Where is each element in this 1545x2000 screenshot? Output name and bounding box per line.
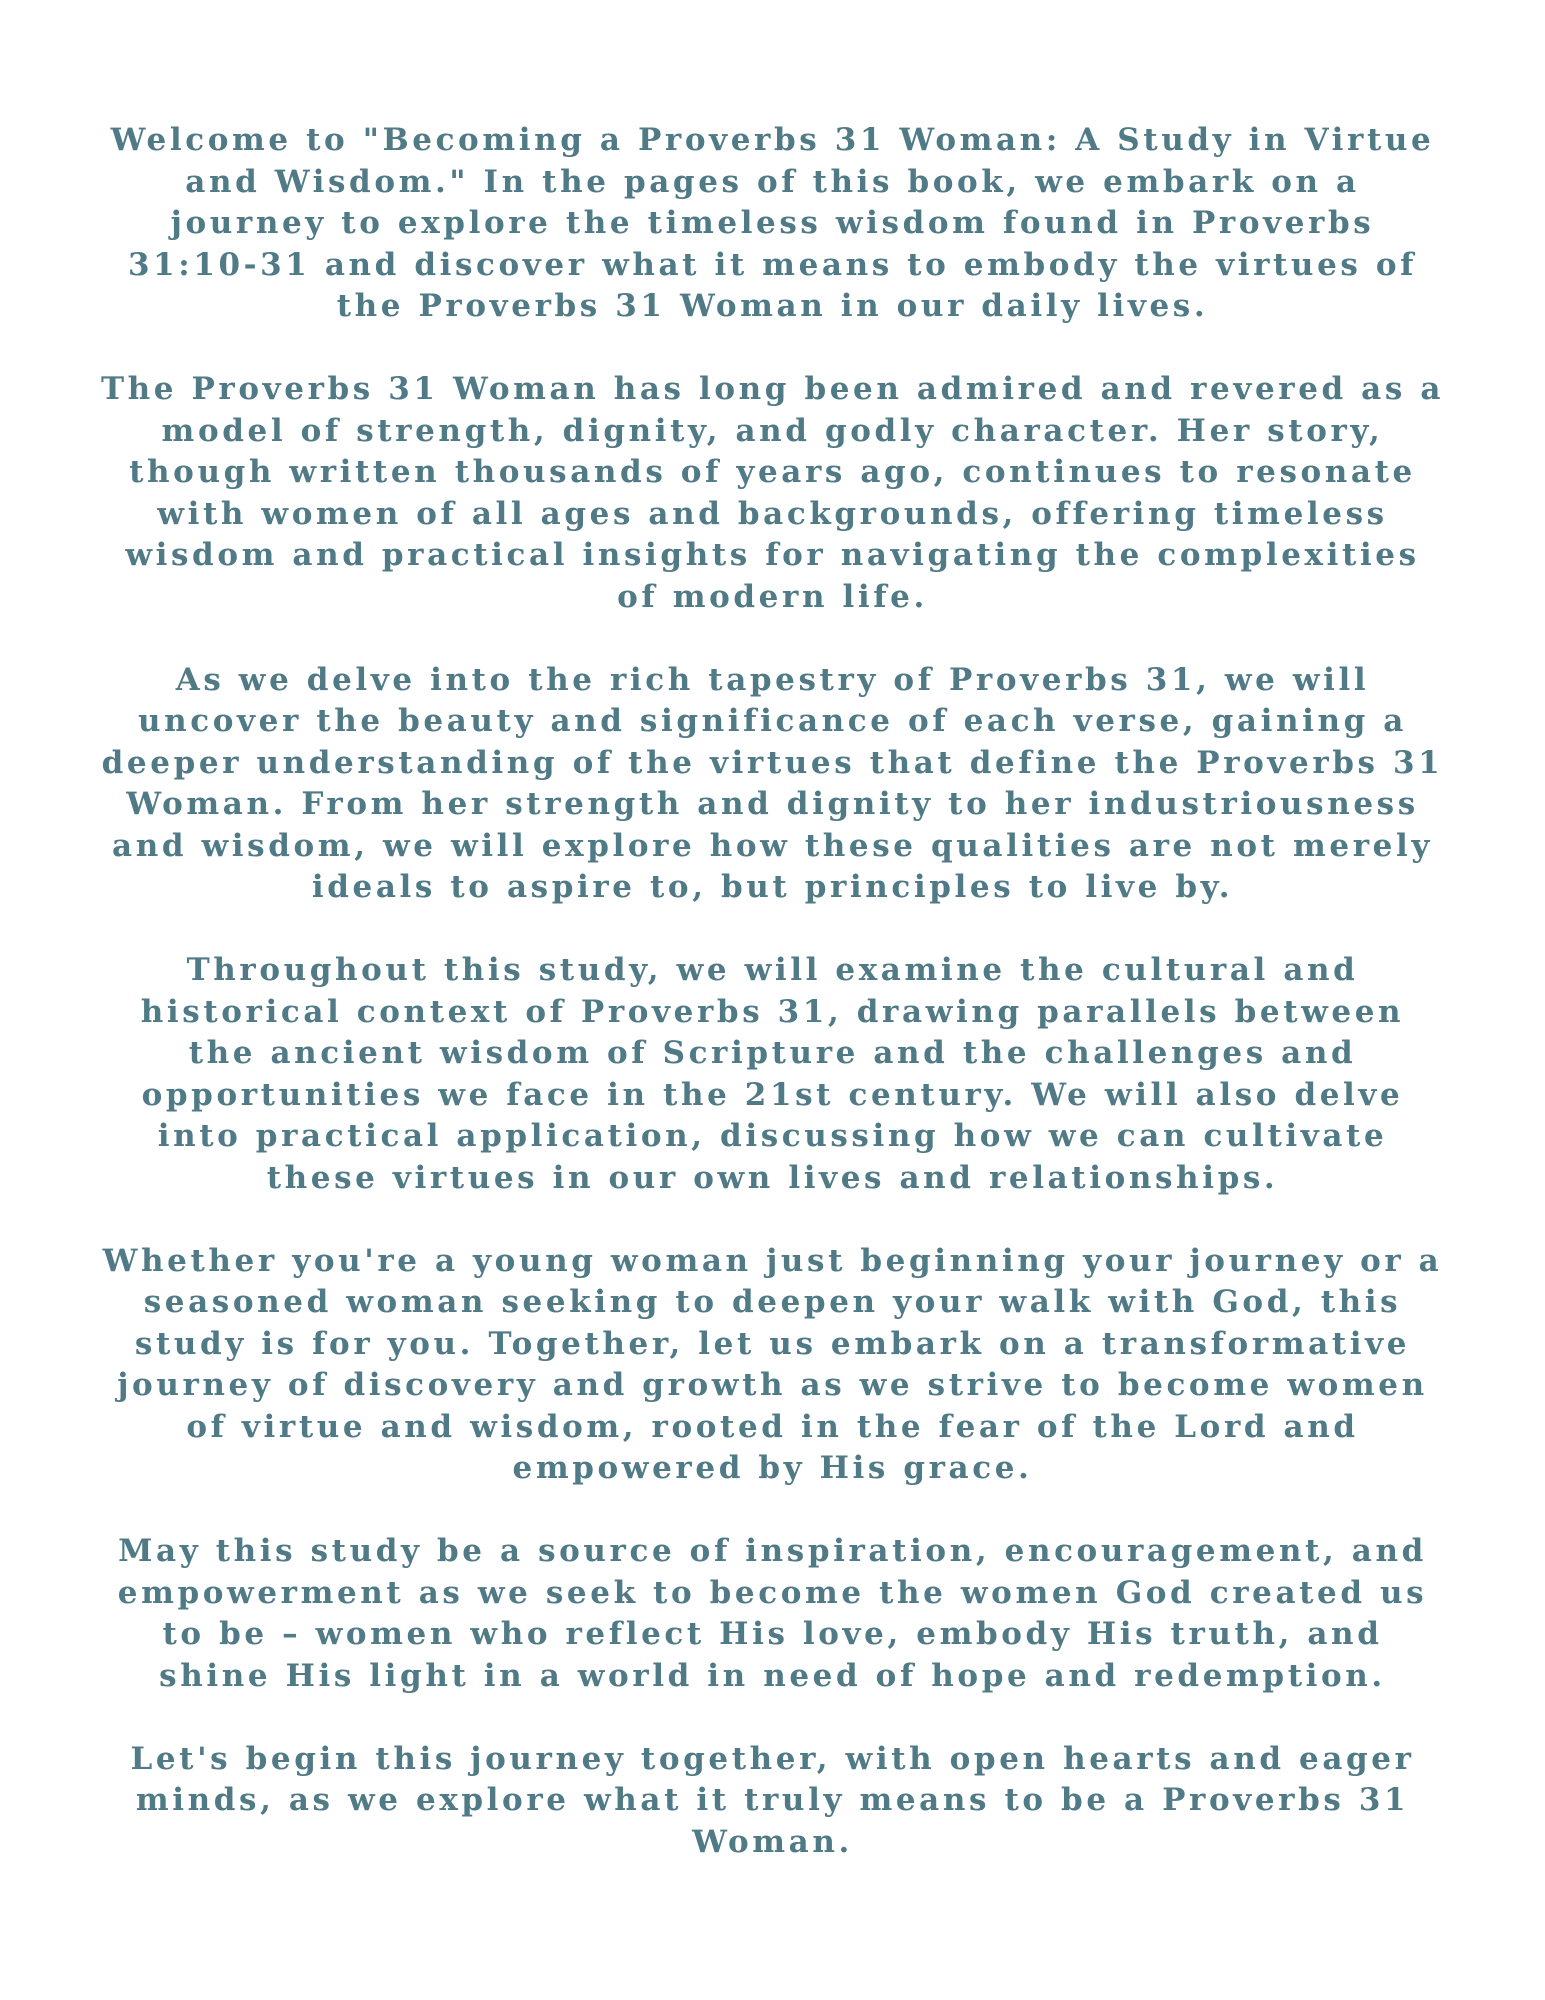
paragraph-begin: Let's begin this journey together, with open hearts and eager minds, as we explore what it truly means to be a Proverbs 31 Woman. (130, 1740, 1415, 1860)
paragraph-whether: Whether you're a young woman just beginning your journey or a seasoned woman seeking to deepen your walk with God, this study is for you. Together, let us embark on a transformative journey of discovery and growth as we strive to become women of virtue and wisdom, rooted in the fear of the Lord and empowered by His grace. (102, 1242, 1443, 1486)
paragraph-may: May this study be a source of inspiration, encouragement, and empowerment as we seek to become the women God created us to be – women who reflect His love, embody His truth, and shine His light in a world in need of hope and redemption. (117, 1533, 1428, 1694)
paragraph-proverbs-woman: The Proverbs 31 Woman has long been admired and revered as a model of strength, dignity, and godly character. Her story, though written thousands of years ago, continues to resonate with women of all ages and backgrounds, offering timeless wisdom and practical insights for navigating the complexities of modern life. (100, 371, 1445, 615)
paragraph-delve: As we delve into the rich tapestry of Proverbs 31, we will uncover the beauty and significance of each verse, gaining a deeper understanding of the virtues that define the Proverbs 31 Woman. From her strength and dignity to her industriousness and wisdom, we will explore how these qualities are not merely ideals to aspire to, but principles to live by. (101, 661, 1444, 905)
paragraph-welcome: Welcome to "Becoming a Proverbs 31 Woman: A Study in Virtue and Wisdom." In the pages of this book, we embark on a journey to explore the timeless wisdom found in Proverbs 31:10-31 and discover what it means to embody the virtues of the Proverbs 31 Woman in our daily lives. (110, 122, 1435, 324)
paragraph-throughout: Throughout this study, we will examine the cultural and historical context of Proverbs 31, drawing parallels between the ancient wisdom of Scripture and the challenges and opportunities we face in the 21st century. We will also delve into practical application, discussing how we can cultivate these virtues in our own lives and relationships. (140, 952, 1405, 1196)
document-body (100, 120, 1445, 1863)
